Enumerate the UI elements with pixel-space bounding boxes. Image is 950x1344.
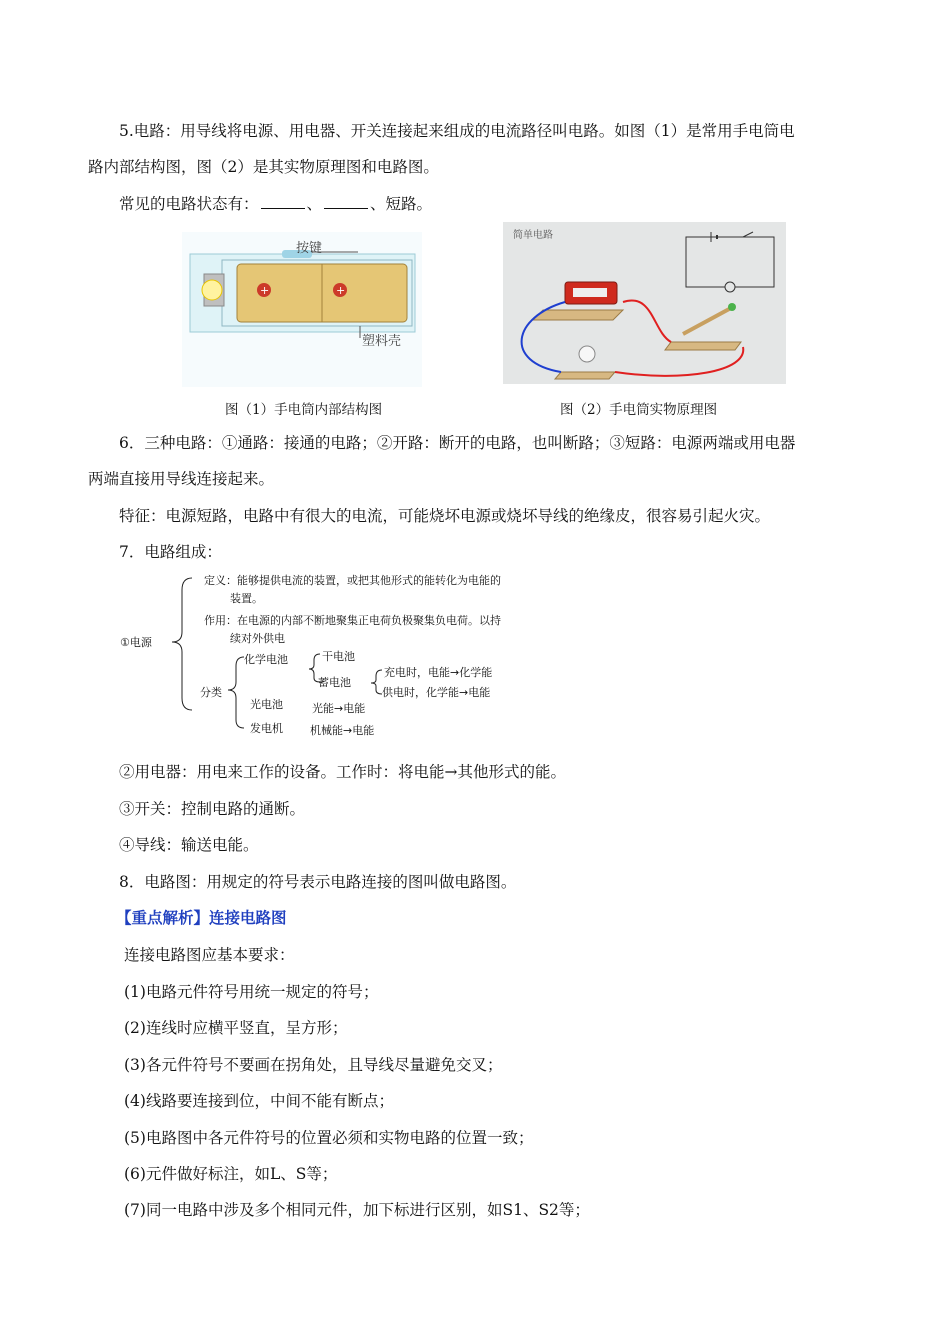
label-button: 按键	[296, 241, 323, 256]
tree-charging: 充电时，电能→化学能	[384, 666, 493, 679]
tree-generator-energy: 机械能→电能	[310, 724, 375, 737]
tree-definition-1: 定义：能够提供电流的装置，或把其他形式的能转化为电能的	[204, 574, 501, 587]
section5-line1: 5.电路：用导线将电源、用电器、开关连接起来组成的电流路径叫电路。如图（1）是常用手电筒电	[119, 122, 795, 140]
focus-intro: 连接电路图应基本要求：	[124, 946, 295, 964]
tree-chemical-battery: 化学电池	[244, 653, 288, 666]
circuit-states	[119, 192, 432, 214]
section7-title: 7．电路组成：	[119, 543, 222, 561]
tree-root: ①电源	[120, 636, 152, 649]
tree-supplying: 供电时，化学能→电能	[382, 686, 491, 699]
tree-generator: 发电机	[250, 722, 283, 735]
requirement-item: (1)电路元件符号用统一规定的符号；	[124, 983, 379, 1001]
section6-line2: 两端直接用导线连接起来。	[88, 470, 275, 488]
states-tail: 、短路。	[370, 195, 433, 213]
blank-2	[324, 194, 368, 209]
power-source-tree	[120, 570, 560, 740]
blank-1	[261, 194, 305, 209]
focus-heading: 【重点解析】连接电路图	[116, 909, 287, 927]
tree-function-1: 作用：在电源的内部不断地聚集正电荷负极聚集负电荷。以持	[204, 614, 501, 627]
switch-line: ③开关：控制电路的通断。	[119, 800, 306, 818]
appliance-line: ②用电器：用电来工作的设备。工作时：将电能→其他形式的能。	[119, 763, 566, 781]
lamp-symbol	[725, 282, 735, 292]
requirement-item: (7)同一电路中涉及多个相同元件，加下标进行区别，如S1、S2等；	[124, 1201, 590, 1219]
section5-line2: 路内部结构图，图（2）是其实物原理图和电路图。	[88, 158, 439, 176]
tree-dry-battery: 干电池	[322, 650, 355, 663]
circuit-states-label: 常见的电路状态有：	[119, 195, 259, 213]
tree-function-2: 续对外供电	[230, 632, 285, 645]
wire-line: ④导线：输送电能。	[119, 836, 259, 854]
requirement-item: (3)各元件符号不要画在拐角处，且导线尽量避免交叉；	[124, 1056, 503, 1074]
tree-storage-battery: 蓄电池	[318, 676, 351, 689]
requirement-item: (4)线路要连接到位，中间不能有断点；	[124, 1092, 394, 1110]
states-separator: 、	[306, 195, 323, 213]
label-simple-circuit: 简单电路	[513, 230, 553, 241]
section8-line: 8．电路图：用规定的符号表示电路连接的图叫做电路图。	[119, 873, 517, 891]
section6-line1: 6．三种电路：①通路：接通的电路；②开路：断开的电路，也叫断路；③短路：电源两端或用电器	[119, 434, 796, 452]
tree-photocell: 光电池	[250, 698, 283, 711]
short-circuit-feature: 特征：电源短路，电路中有很大的电流，可能烧坏电源或烧坏导线的绝缘皮，很容易引起火灾。	[119, 507, 771, 525]
figure2-caption: 图（2）手电筒实物原理图	[560, 402, 718, 418]
svg-text:+: +	[336, 284, 346, 297]
tree-definition-2: 装置。	[230, 592, 263, 605]
tree-photocell-energy: 光能→电能	[312, 702, 366, 715]
requirement-item: (5)电路图中各元件符号的位置必须和实物电路的位置一致；	[124, 1129, 534, 1147]
svg-text:+: +	[260, 284, 270, 297]
bulb-icon	[202, 280, 222, 300]
requirement-item: (6)元件做好标注，如L、S等；	[124, 1165, 338, 1183]
requirement-item: (2)连线时应横平竖直，呈方形；	[124, 1019, 348, 1037]
tree-classification: 分类	[200, 686, 222, 699]
label-shell: 塑料壳	[362, 334, 402, 349]
lightbulb-icon	[579, 346, 595, 362]
simple-circuit-figure	[503, 222, 786, 384]
figure1-caption: 图（1）手电筒内部结构图	[225, 402, 383, 418]
